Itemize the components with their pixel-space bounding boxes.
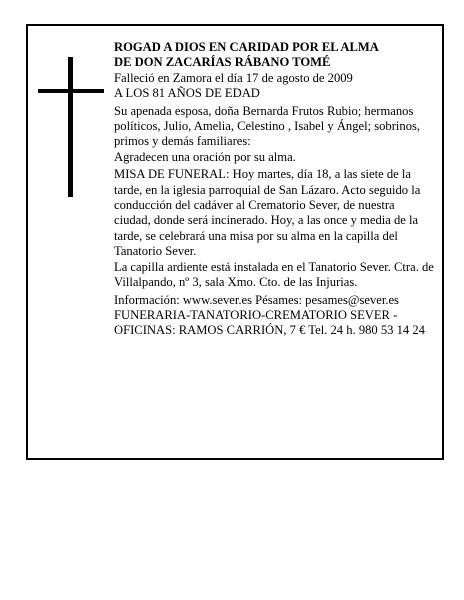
cross-horizontal-bar <box>38 89 104 93</box>
cross-vertical-bar <box>68 57 73 197</box>
heading-line-2: DE DON ZACARÍAS RÁBANO TOMÉ <box>114 55 331 70</box>
family-paragraph: Su apenada esposa, doña Bernarda Frutos Rubio; hermanos políticos, Julio, Amelia, Celestino , Isabel y Ángel; sobrinos, primos y demás familiares: <box>114 103 421 149</box>
company-paragraph: FUNERARIA-TANATORIO-CREMATORIO SEVER - OFICINAS: RAMOS CARRIÓN, 7 € Tel. 24 h. 980 53 14 24 <box>114 307 425 338</box>
obituary-notice <box>26 24 444 460</box>
chapel-paragraph: La capilla ardiente está instalada en el Tanatorio Sever. Ctra. de Villalpando, nº 3, sala Xmo. Cto. de las Injurias. <box>114 259 434 290</box>
request-line: Agradecen una oración por su alma. <box>114 149 296 164</box>
funeral-paragraph: MISA DE FUNERAL: Hoy martes, día 18, a las siete de la tarde, en la iglesia parroquial de San Lázaro. Acto seguido la conducción del cadáver al Crematorio Sever, de nuestra ciudad, donde será incinerado. Hoy, a las once y media de la tarde, se celebrará una misa por su alma en la capilla del Tanatorio Sever. <box>114 167 421 259</box>
obituary-text <box>114 40 434 339</box>
death-info: Falleció en Zamora el día 17 de agosto de 2009 <box>114 70 353 85</box>
information-paragraph: Información: www.sever.es Pésames: pesames@sever.es <box>114 292 399 307</box>
heading-line-1: ROGAD A DIOS EN CARIDAD POR EL ALMA <box>114 40 379 54</box>
age-line: A LOS 81 AÑOS DE EDAD <box>114 86 260 101</box>
